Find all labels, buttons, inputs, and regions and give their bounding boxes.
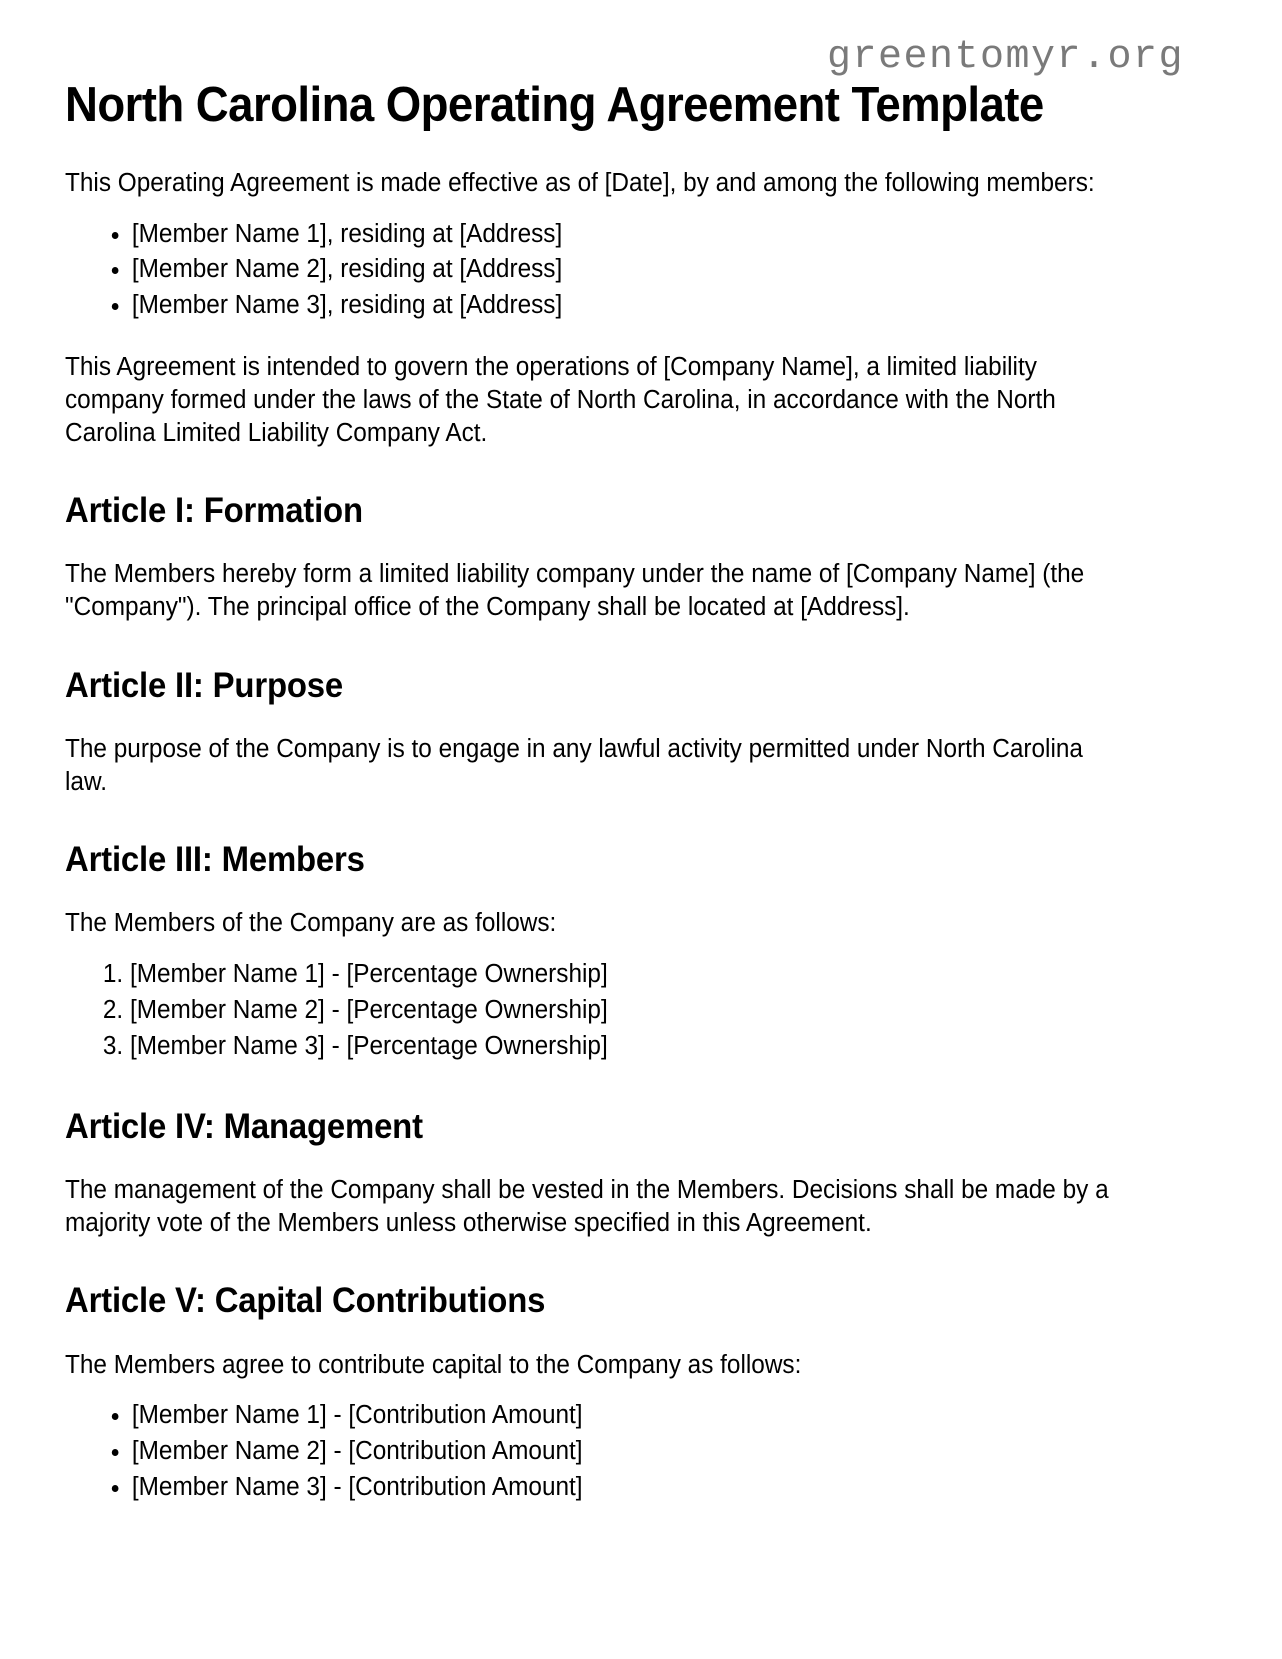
list-item: • [Member Name 3] - [Contribution Amount]: [132, 1470, 1122, 1506]
members-ownership-list: [65, 957, 1122, 1065]
article-body-management: The management of the Company shall be vested in the Members. Decisions shall be made by a majority vote of the Members unless otherwise specified in this Agreement.: [65, 1176, 1109, 1237]
list-item: 1. [Member Name 1] - [Percentage Ownership]: [130, 957, 1122, 993]
intro-paragraph: This Operating Agreement is made effective as of [Date], by and among the following members:: [65, 168, 1095, 197]
article-heading-members: Article III: Members: [65, 840, 365, 880]
list-item: • [Member Name 3], residing at [Address]: [132, 288, 1122, 324]
governing-paragraph: This Agreement is intended to govern the operations of [Company Name], a limited liability company formed under the laws of the State of North Carolina, in accordance with the North Carolina Limited Liability Company Act.: [65, 353, 1056, 447]
list-item: • [Member Name 1], residing at [Address]: [132, 217, 1122, 253]
list-item: 2. [Member Name 2] - [Percentage Ownership]: [130, 993, 1122, 1029]
article-heading-formation: Article I: Formation: [65, 491, 363, 531]
list-item: • [Member Name 1] - [Contribution Amount]: [132, 1398, 1122, 1434]
members-address-list: [65, 217, 1122, 325]
site-watermark: greentomyr.org: [826, 35, 1184, 80]
article-body-capital-contributions: The Members agree to contribute capital to the Company as follows:: [65, 1350, 802, 1379]
capital-contributions-list: [65, 1398, 1122, 1506]
page-title: North Carolina Operating Agreement Template: [65, 78, 1044, 132]
article-body-purpose: The purpose of the Company is to engage in any lawful activity permitted under North Carolina law.: [65, 734, 1083, 796]
article-heading-capital-contributions: Article V: Capital Contributions: [65, 1281, 546, 1321]
article-body-members: The Members of the Company are as follows:: [65, 909, 557, 938]
article-heading-management: Article IV: Management: [65, 1106, 423, 1146]
list-item: • [Member Name 2] - [Contribution Amount]: [132, 1434, 1122, 1470]
article-heading-purpose: Article II: Purpose: [65, 665, 343, 705]
list-item: 3. [Member Name 3] - [Percentage Ownership]: [130, 1029, 1122, 1065]
article-body-formation: The Members hereby form a limited liability company under the name of [Company Name] (the "Company"). The principal office of the Company shall be located at [Address].: [65, 560, 1085, 622]
list-item: • [Member Name 2], residing at [Address]: [132, 252, 1122, 288]
